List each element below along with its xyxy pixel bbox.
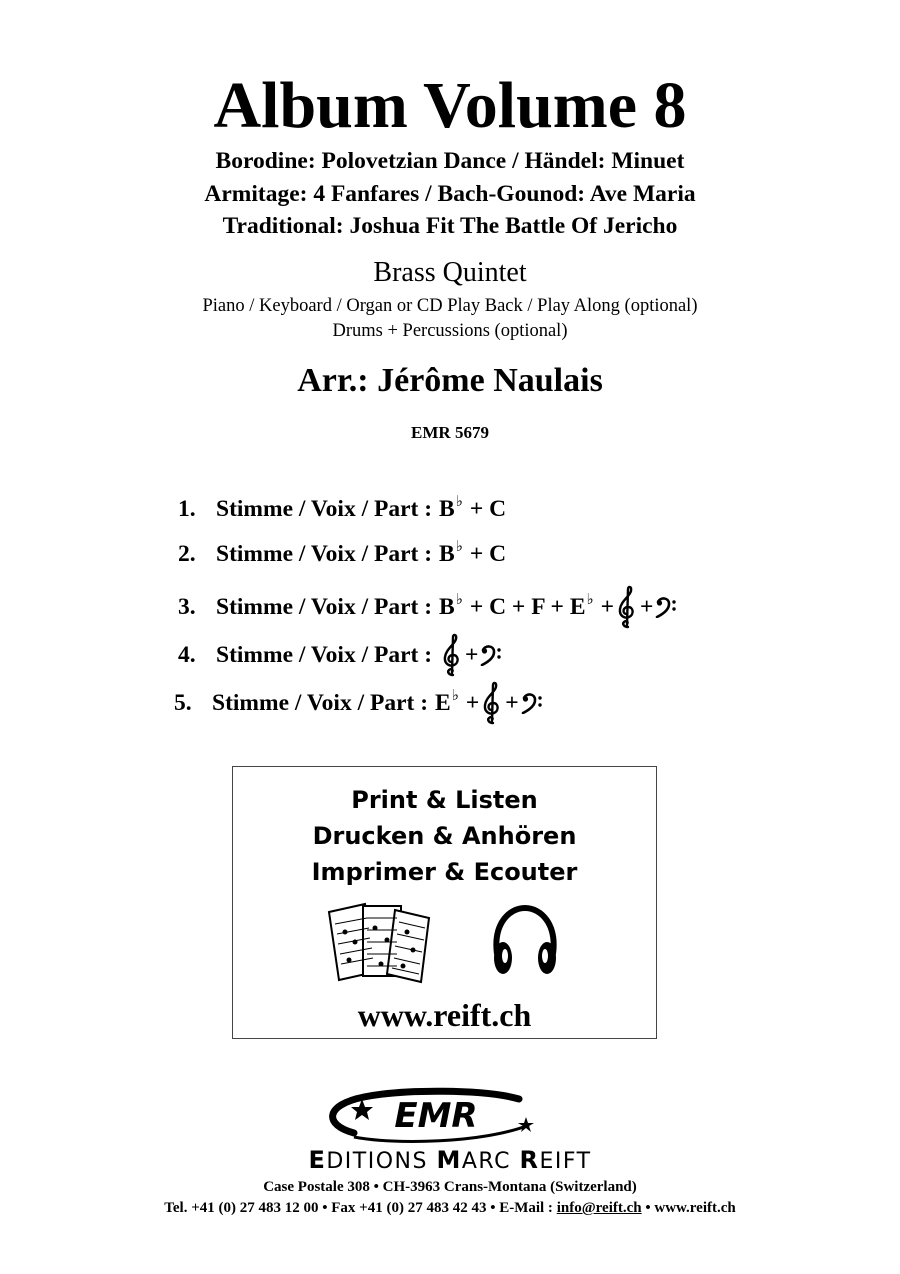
- headphones-icon: [489, 904, 561, 980]
- part-number: 2.: [178, 541, 196, 567]
- plus-sign: +: [600, 594, 614, 620]
- publisher-contact: Tel. +41 (0) 27 483 12 00 • Fax +41 (0) 27 483 42 43 • E-Mail : info@reift.ch • www.reift.ch: [164, 1200, 736, 1216]
- part-line: [178, 539, 506, 569]
- print-listen-box: [232, 766, 657, 1039]
- flat-sign: ♭: [455, 494, 463, 510]
- website-url[interactable]: www.reift.ch: [357, 997, 532, 1033]
- treble-clef-icon: [441, 633, 463, 677]
- plus-sign: +: [505, 690, 519, 716]
- part-line: [178, 585, 679, 629]
- svg-text:EMR: EMR: [394, 1096, 478, 1136]
- publisher-address: Case Postale 308 • CH-3963 Crans-Montana (Switzerland): [263, 1179, 637, 1195]
- flat-sign: ♭: [451, 688, 459, 704]
- part-line: [174, 681, 545, 725]
- part-label: Stimme / Voix / Part :: [216, 594, 433, 620]
- part-number: 1.: [178, 496, 196, 522]
- part-line: [178, 633, 504, 677]
- part-key: B: [439, 594, 455, 620]
- plus-sign: +: [639, 594, 654, 620]
- treble-clef-icon: [616, 585, 638, 629]
- print-listen-fr: Imprimer & Ecouter: [311, 858, 578, 886]
- arranger: Arr.: Jérôme Naulais: [297, 362, 603, 399]
- pieces-line-1: Borodine: Polovetzian Dance / Händel: Minuet: [215, 148, 685, 174]
- flat-sign: ♭: [455, 539, 463, 555]
- sheet-music-icon: [325, 902, 437, 984]
- optional-percussion: Drums + Percussions (optional): [332, 321, 568, 341]
- plus-sign: +: [465, 642, 479, 668]
- part-key: B: [439, 541, 455, 567]
- part-key: + C + F + E: [469, 594, 586, 620]
- bass-clef-icon: [521, 692, 543, 714]
- pieces-line-2: Armitage: 4 Fanfares / Bach-Gounod: Ave Maria: [204, 181, 696, 207]
- plus-sign: +: [465, 690, 480, 716]
- part-label: Stimme / Voix / Part :: [216, 496, 433, 522]
- part-key: + C: [469, 496, 507, 522]
- treble-clef-icon: [481, 681, 503, 725]
- bass-clef-icon: [480, 644, 502, 666]
- part-label: Stimme / Voix / Part :: [216, 541, 433, 567]
- flat-sign: ♭: [455, 592, 463, 608]
- part-number: 5.: [174, 690, 192, 716]
- print-listen-en: Print & Listen: [351, 786, 538, 814]
- part-label: Stimme / Voix / Part :: [216, 642, 433, 668]
- website-link[interactable]: • www.reift.ch: [641, 1200, 736, 1216]
- pieces-line-3: Traditional: Joshua Fit The Battle Of Jericho: [222, 213, 678, 239]
- album-title: Album Volume 8: [213, 69, 687, 142]
- part-number: 3.: [178, 594, 196, 620]
- email-link[interactable]: info@reift.ch: [556, 1200, 642, 1216]
- emr-logo: [314, 1085, 554, 1145]
- part-label: Stimme / Voix / Part :: [212, 690, 429, 716]
- instrumentation: Brass Quintet: [373, 257, 527, 288]
- optional-accompaniment: Piano / Keyboard / Organ or CD Play Back / Play Along (optional): [202, 296, 698, 316]
- part-key: + C: [469, 541, 507, 567]
- part-line: [178, 494, 506, 524]
- catalog-number: EMR 5679: [411, 423, 489, 442]
- flat-sign: ♭: [586, 592, 594, 608]
- part-number: 4.: [178, 642, 196, 668]
- part-key: E: [435, 690, 451, 716]
- publisher-name: EDITIONS MARC REIFT: [308, 1146, 592, 1174]
- bass-clef-icon: [655, 596, 677, 618]
- part-key: B: [439, 496, 455, 522]
- print-listen-de: Drucken & Anhören: [312, 822, 577, 850]
